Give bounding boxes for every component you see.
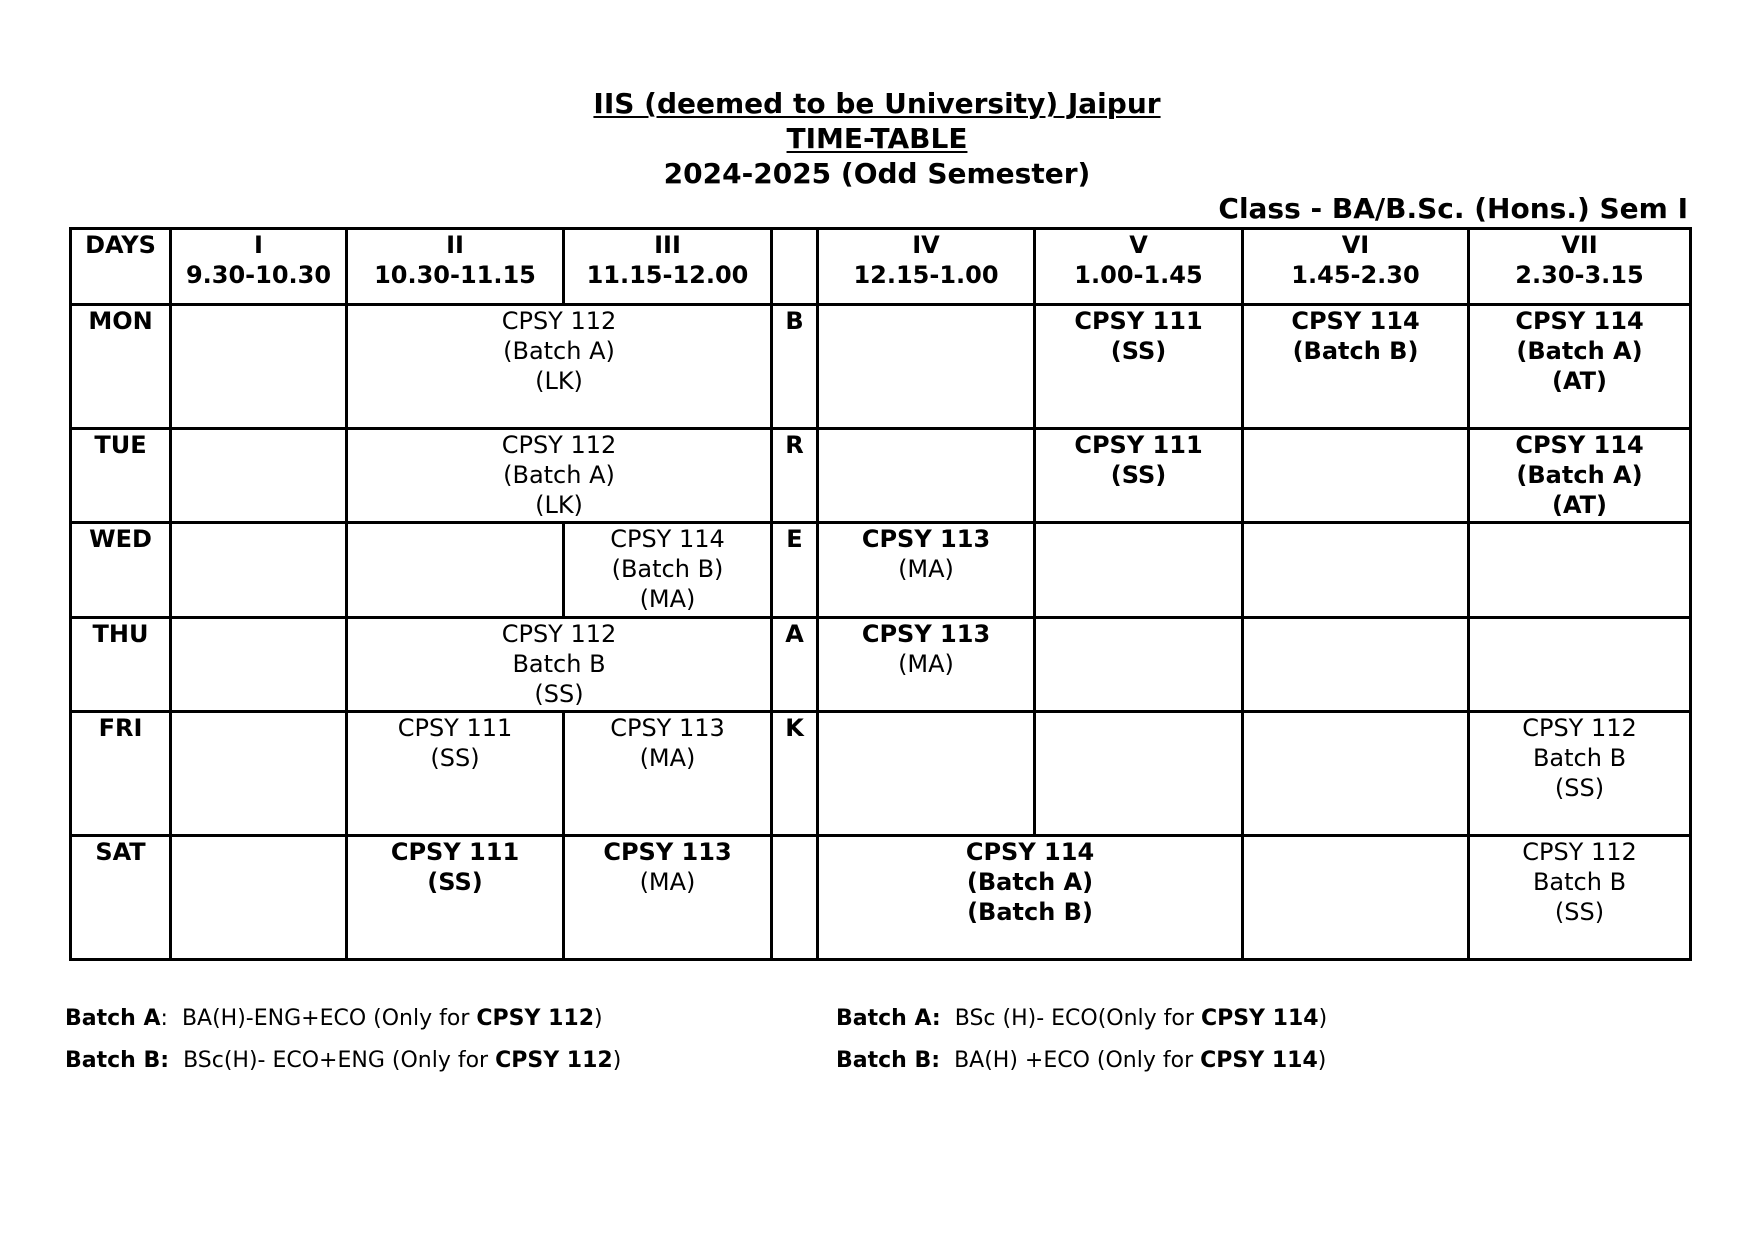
slot-cell: CPSY 111 (SS) xyxy=(347,835,564,959)
slot-cell: CPSY 113 (MA) xyxy=(818,617,1035,711)
break-header xyxy=(772,229,818,305)
legend-right-batch-b: Batch B: BA(H) +ECO (Only for CPSY 114) xyxy=(836,1048,1327,1073)
timetable xyxy=(69,227,1692,961)
table-row xyxy=(71,711,1691,835)
slot-cell: CPSY 111 (SS) xyxy=(347,711,564,835)
break-letter: K xyxy=(772,711,818,835)
slot-empty xyxy=(818,429,1035,523)
document-title: TIME-TABLE xyxy=(786,122,968,155)
slot-empty xyxy=(1243,523,1469,617)
day-label: THU xyxy=(71,617,171,711)
university-title: IIS (deemed to be University) Jaipur xyxy=(593,87,1161,120)
slot-cell: CPSY 112 Batch B (SS) xyxy=(1469,835,1691,959)
days-header: DAYS xyxy=(71,229,171,305)
table-row xyxy=(71,305,1691,429)
slot-empty xyxy=(171,429,347,523)
slot-cell: CPSY 114 (Batch A) (AT) xyxy=(1469,305,1691,429)
period-header-6: VI 1.45-2.30 xyxy=(1243,229,1469,305)
slot-cell: CPSY 113 (MA) xyxy=(818,523,1035,617)
slot-empty xyxy=(1243,835,1469,959)
slot-empty xyxy=(171,523,347,617)
slot-cell: CPSY 114 (Batch A) (AT) xyxy=(1469,429,1691,523)
day-label: SAT xyxy=(71,835,171,959)
slot-empty xyxy=(347,523,564,617)
slot-empty xyxy=(171,711,347,835)
period-header-3: III 11.15-12.00 xyxy=(564,229,772,305)
session-title: 2024-2025 (Odd Semester) xyxy=(663,157,1091,190)
slot-empty xyxy=(171,305,347,429)
period-header-2: II 10.30-11.15 xyxy=(347,229,564,305)
slot-cell: CPSY 111 (SS) xyxy=(1035,429,1243,523)
day-label: FRI xyxy=(71,711,171,835)
slot-empty xyxy=(1243,711,1469,835)
slot-empty xyxy=(818,711,1035,835)
slot-cell: CPSY 112 Batch B (SS) xyxy=(1469,711,1691,835)
period-header-7: VII 2.30-3.15 xyxy=(1469,229,1691,305)
slot-cell: CPSY 112 (Batch A) (LK) xyxy=(347,305,772,429)
table-row xyxy=(71,429,1691,523)
slot-empty xyxy=(1035,523,1243,617)
slot-empty xyxy=(171,835,347,959)
break-empty xyxy=(772,835,818,959)
break-letter: A xyxy=(772,617,818,711)
day-label: WED xyxy=(71,523,171,617)
day-label: MON xyxy=(71,305,171,429)
slot-cell: CPSY 111 (SS) xyxy=(1035,305,1243,429)
table-row xyxy=(71,617,1691,711)
slot-empty xyxy=(1243,429,1469,523)
header-row xyxy=(71,229,1691,305)
slot-cell: CPSY 114 (Batch B) (MA) xyxy=(564,523,772,617)
legend-left-batch-a: Batch A: BA(H)-ENG+ECO (Only for CPSY 112) xyxy=(65,1006,603,1031)
table-row xyxy=(71,523,1691,617)
table-row xyxy=(71,835,1691,959)
slot-empty xyxy=(1469,617,1691,711)
slot-empty xyxy=(1469,523,1691,617)
slot-empty xyxy=(171,617,347,711)
slot-cell: CPSY 112 (Batch A) (LK) xyxy=(347,429,772,523)
legend-right-batch-a: Batch A: BSc (H)- ECO(Only for CPSY 114) xyxy=(836,1006,1328,1031)
slot-cell: CPSY 113 (MA) xyxy=(564,711,772,835)
break-letter: E xyxy=(772,523,818,617)
period-header-4: IV 12.15-1.00 xyxy=(818,229,1035,305)
period-header-1: I 9.30-10.30 xyxy=(171,229,347,305)
slot-cell: CPSY 112 Batch B (SS) xyxy=(347,617,772,711)
day-label: TUE xyxy=(71,429,171,523)
slot-empty xyxy=(818,305,1035,429)
slot-empty xyxy=(1243,617,1469,711)
period-header-5: V 1.00-1.45 xyxy=(1035,229,1243,305)
slot-empty xyxy=(1035,711,1243,835)
legend-left-batch-b: Batch B: BSc(H)- ECO+ENG (Only for CPSY 112) xyxy=(65,1048,622,1073)
break-letter: R xyxy=(772,429,818,523)
slot-cell: CPSY 114 (Batch A) (Batch B) xyxy=(818,835,1243,959)
slot-empty xyxy=(1035,617,1243,711)
break-letter: B xyxy=(772,305,818,429)
class-label: Class - BA/B.Sc. (Hons.) Sem I xyxy=(1218,192,1688,225)
slot-cell: CPSY 114 (Batch B) xyxy=(1243,305,1469,429)
slot-cell: CPSY 113 (MA) xyxy=(564,835,772,959)
